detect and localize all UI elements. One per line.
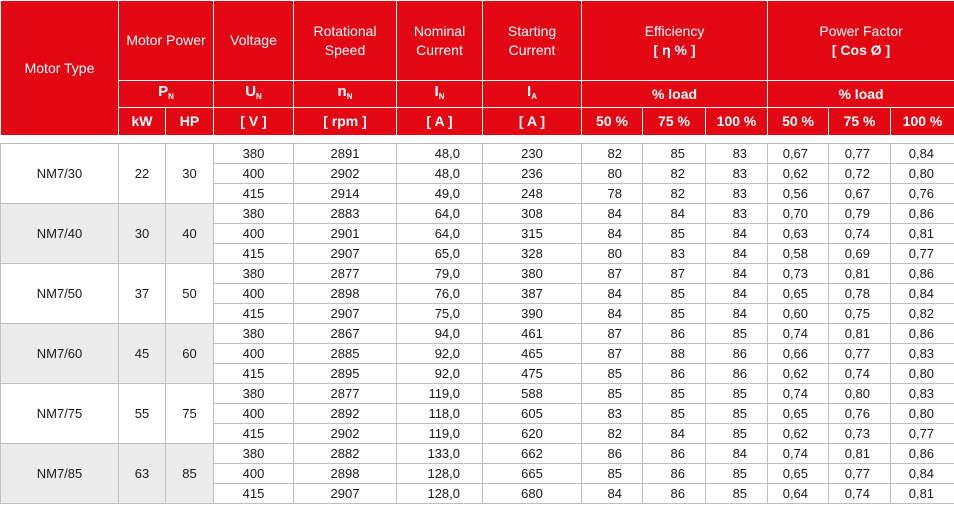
nominal-current-cell: 118,0	[397, 404, 483, 424]
power-factor-load-label: % load	[768, 81, 954, 108]
starting-current-cell: 328	[483, 244, 582, 264]
power-factor-75: 75 %	[829, 108, 891, 136]
voltage-cell: 415	[214, 364, 294, 384]
eff-50-cell: 80	[582, 244, 643, 264]
symbol-nn-sub: N	[346, 92, 353, 101]
symbol-ia	[483, 81, 582, 108]
eff-100-cell: 83	[706, 144, 768, 164]
speed-cell: 2895	[294, 364, 397, 384]
hp-cell: 40	[166, 204, 214, 264]
pf-50-cell: 0,65	[768, 464, 829, 484]
speed-cell: 2882	[294, 444, 397, 464]
kw-cell: 45	[119, 324, 166, 384]
eff-75-cell: 83	[643, 244, 706, 264]
starting-current-cell: 605	[483, 404, 582, 424]
speed-cell: 2901	[294, 224, 397, 244]
nominal-current-cell: 65,0	[397, 244, 483, 264]
pf-75-cell: 0,76	[829, 404, 891, 424]
eff-100-cell: 83	[706, 204, 768, 224]
pf-75-cell: 0,74	[829, 484, 891, 504]
eff-50-cell: 87	[582, 264, 643, 284]
symbol-ia-main: I	[527, 83, 532, 100]
eff-75-cell: 86	[643, 364, 706, 384]
nominal-current-cell: 64,0	[397, 224, 483, 244]
eff-75-cell: 86	[643, 464, 706, 484]
eff-75-cell: 85	[643, 224, 706, 244]
eff-50-cell: 84	[582, 204, 643, 224]
voltage-cell: 400	[214, 224, 294, 244]
header-rotational-speed-line2: Speed	[324, 41, 366, 58]
eff-50-cell: 85	[582, 464, 643, 484]
eff-100-cell: 83	[706, 184, 768, 204]
header-rotational-speed-line1: Rotational	[313, 22, 377, 39]
eff-100-cell: 84	[706, 224, 768, 244]
pf-50-cell: 0,74	[768, 324, 829, 344]
hp-cell: 50	[166, 264, 214, 324]
eff-100-cell: 85	[706, 324, 768, 344]
eff-75-cell: 82	[643, 184, 706, 204]
voltage-cell: 400	[214, 404, 294, 424]
nominal-current-cell: 79,0	[397, 264, 483, 284]
symbol-un-sub: N	[256, 92, 262, 101]
hp-cell: 75	[166, 384, 214, 444]
unit-volt: [ V ]	[214, 108, 294, 136]
eff-75-cell: 85	[643, 144, 706, 164]
unit-hp: HP	[166, 108, 214, 136]
voltage-cell: 400	[214, 164, 294, 184]
nominal-current-cell: 64,0	[397, 204, 483, 224]
symbol-pn	[119, 81, 214, 108]
pf-50-cell: 0,67	[768, 144, 829, 164]
header-power-factor-line2: [ Cos Ø ]	[831, 41, 891, 58]
starting-current-cell: 308	[483, 204, 582, 224]
table-row	[1, 264, 954, 284]
header-motor-power: Motor Power	[119, 1, 214, 81]
pf-50-cell: 0,65	[768, 404, 829, 424]
pf-75-cell: 0,75	[829, 304, 891, 324]
symbol-nn	[294, 81, 397, 108]
eff-100-cell: 83	[706, 164, 768, 184]
eff-75-cell: 85	[643, 404, 706, 424]
starting-current-cell: 620	[483, 424, 582, 444]
nominal-current-cell: 48,0	[397, 164, 483, 184]
eff-50-cell: 82	[582, 144, 643, 164]
pf-50-cell: 0,65	[768, 284, 829, 304]
pf-100-cell: 0,83	[891, 344, 954, 364]
table-row	[1, 384, 954, 404]
eff-100-cell: 84	[706, 284, 768, 304]
pf-75-cell: 0,81	[829, 264, 891, 284]
pf-100-cell: 0,77	[891, 244, 954, 264]
symbol-in	[397, 81, 483, 108]
symbol-in-sub: N	[438, 92, 445, 101]
eff-75-cell: 85	[643, 304, 706, 324]
header-spacer	[1, 136, 954, 144]
power-factor-50: 50 %	[768, 108, 829, 136]
voltage-cell: 380	[214, 264, 294, 284]
table-body	[1, 144, 954, 504]
eff-100-cell: 84	[706, 304, 768, 324]
voltage-cell: 400	[214, 344, 294, 364]
speed-cell: 2907	[294, 244, 397, 264]
eff-75-cell: 84	[643, 424, 706, 444]
table-header	[1, 1, 954, 144]
starting-current-cell: 665	[483, 464, 582, 484]
pf-75-cell: 0,81	[829, 444, 891, 464]
unit-nominal-amp: [ A ]	[397, 108, 483, 136]
starting-current-cell: 680	[483, 484, 582, 504]
hp-cell: 30	[166, 144, 214, 204]
speed-cell: 2885	[294, 344, 397, 364]
nominal-current-cell: 92,0	[397, 364, 483, 384]
pf-75-cell: 0,77	[829, 464, 891, 484]
nominal-current-cell: 76,0	[397, 284, 483, 304]
speed-cell: 2907	[294, 484, 397, 504]
pf-100-cell: 0,82	[891, 304, 954, 324]
table-row	[1, 324, 954, 344]
pf-75-cell: 0,72	[829, 164, 891, 184]
speed-cell: 2907	[294, 304, 397, 324]
voltage-cell: 400	[214, 464, 294, 484]
pf-75-cell: 0,77	[829, 144, 891, 164]
pf-100-cell: 0,81	[891, 224, 954, 244]
motor-type-cell: NM7/85	[1, 444, 119, 504]
eff-50-cell: 78	[582, 184, 643, 204]
eff-100-cell: 86	[706, 344, 768, 364]
pf-75-cell: 0,74	[829, 364, 891, 384]
symbol-ia-sub: A	[531, 92, 537, 101]
speed-cell: 2902	[294, 424, 397, 444]
pf-75-cell: 0,78	[829, 284, 891, 304]
eff-75-cell: 86	[643, 444, 706, 464]
pf-50-cell: 0,64	[768, 484, 829, 504]
motor-type-cell: NM7/75	[1, 384, 119, 444]
eff-75-cell: 86	[643, 484, 706, 504]
pf-50-cell: 0,74	[768, 444, 829, 464]
pf-75-cell: 0,73	[829, 424, 891, 444]
eff-75-cell: 88	[643, 344, 706, 364]
voltage-cell: 415	[214, 424, 294, 444]
motor-type-cell: NM7/40	[1, 204, 119, 264]
symbol-pn-main: P	[158, 83, 169, 100]
header-starting-current-line2: Current	[508, 41, 556, 58]
starting-current-cell: 662	[483, 444, 582, 464]
efficiency-load-label: % load	[582, 81, 768, 108]
pf-75-cell: 0,81	[829, 324, 891, 344]
eff-50-cell: 83	[582, 404, 643, 424]
symbol-un-main: U	[245, 83, 257, 100]
pf-75-cell: 0,74	[829, 224, 891, 244]
starting-current-cell: 236	[483, 164, 582, 184]
starting-current-cell: 387	[483, 284, 582, 304]
pf-50-cell: 0,74	[768, 384, 829, 404]
pf-100-cell: 0,80	[891, 404, 954, 424]
eff-100-cell: 84	[706, 264, 768, 284]
pf-50-cell: 0,58	[768, 244, 829, 264]
speed-cell: 2898	[294, 464, 397, 484]
eff-50-cell: 86	[582, 444, 643, 464]
nominal-current-cell: 94,0	[397, 324, 483, 344]
starting-current-cell: 588	[483, 384, 582, 404]
pf-50-cell: 0,63	[768, 224, 829, 244]
eff-50-cell: 87	[582, 344, 643, 364]
pf-100-cell: 0,86	[891, 444, 954, 464]
nominal-current-cell: 75,0	[397, 304, 483, 324]
header-nominal-current-line1: Nominal	[413, 22, 466, 39]
nominal-current-cell: 49,0	[397, 184, 483, 204]
pf-100-cell: 0,86	[891, 324, 954, 344]
pf-100-cell: 0,83	[891, 384, 954, 404]
motor-type-cell: NM7/30	[1, 144, 119, 204]
motor-type-cell: NM7/60	[1, 324, 119, 384]
eff-100-cell: 85	[706, 384, 768, 404]
symbol-nn-main: n	[337, 83, 347, 100]
eff-50-cell: 87	[582, 324, 643, 344]
symbol-in-main: I	[434, 83, 439, 100]
voltage-cell: 415	[214, 244, 294, 264]
eff-50-cell: 84	[582, 284, 643, 304]
header-starting-current	[483, 1, 582, 81]
nominal-current-cell: 48,0	[397, 144, 483, 164]
hp-cell: 85	[166, 444, 214, 504]
pf-100-cell: 0,86	[891, 204, 954, 224]
nominal-current-cell: 128,0	[397, 464, 483, 484]
eff-75-cell: 84	[643, 204, 706, 224]
nominal-current-cell: 92,0	[397, 344, 483, 364]
eff-75-cell: 87	[643, 264, 706, 284]
speed-cell: 2902	[294, 164, 397, 184]
table-row	[1, 204, 954, 224]
header-power-factor	[768, 1, 954, 81]
pf-75-cell: 0,80	[829, 384, 891, 404]
pf-50-cell: 0,66	[768, 344, 829, 364]
voltage-cell: 415	[214, 304, 294, 324]
pf-100-cell: 0,76	[891, 184, 954, 204]
kw-cell: 22	[119, 144, 166, 204]
efficiency-100: 100 %	[706, 108, 768, 136]
header-nominal-current	[397, 1, 483, 81]
nominal-current-cell: 133,0	[397, 444, 483, 464]
eff-75-cell: 85	[643, 384, 706, 404]
pf-100-cell: 0,80	[891, 164, 954, 184]
pf-50-cell: 0,62	[768, 164, 829, 184]
kw-cell: 30	[119, 204, 166, 264]
starting-current-cell: 248	[483, 184, 582, 204]
efficiency-50: 50 %	[582, 108, 643, 136]
pf-100-cell: 0,80	[891, 364, 954, 384]
nominal-current-cell: 128,0	[397, 484, 483, 504]
voltage-cell: 380	[214, 444, 294, 464]
header-rotational-speed	[294, 1, 397, 81]
kw-cell: 37	[119, 264, 166, 324]
eff-50-cell: 84	[582, 224, 643, 244]
pf-100-cell: 0,84	[891, 464, 954, 484]
efficiency-75: 75 %	[643, 108, 706, 136]
symbol-pn-sub: N	[168, 92, 174, 101]
hp-cell: 60	[166, 324, 214, 384]
eff-100-cell: 85	[706, 404, 768, 424]
unit-starting-amp: [ A ]	[483, 108, 582, 136]
eff-100-cell: 85	[706, 484, 768, 504]
eff-50-cell: 85	[582, 364, 643, 384]
pf-50-cell: 0,73	[768, 264, 829, 284]
header-power-factor-line1: Power Factor	[819, 22, 903, 39]
pf-100-cell: 0,81	[891, 484, 954, 504]
header-efficiency	[582, 1, 768, 81]
pf-100-cell: 0,77	[891, 424, 954, 444]
pf-50-cell: 0,56	[768, 184, 829, 204]
eff-100-cell: 84	[706, 244, 768, 264]
eff-50-cell: 85	[582, 384, 643, 404]
starting-current-cell: 465	[483, 344, 582, 364]
speed-cell: 2914	[294, 184, 397, 204]
pf-50-cell: 0,60	[768, 304, 829, 324]
pf-75-cell: 0,67	[829, 184, 891, 204]
eff-50-cell: 82	[582, 424, 643, 444]
voltage-cell: 380	[214, 384, 294, 404]
pf-50-cell: 0,62	[768, 424, 829, 444]
table-row	[1, 144, 954, 164]
header-starting-current-line1: Starting	[507, 22, 557, 39]
starting-current-cell: 475	[483, 364, 582, 384]
voltage-cell: 400	[214, 284, 294, 304]
speed-cell: 2883	[294, 204, 397, 224]
header-motor-type: Motor Type	[1, 1, 119, 136]
starting-current-cell: 380	[483, 264, 582, 284]
header-voltage: Voltage	[214, 1, 294, 81]
pf-75-cell: 0,77	[829, 344, 891, 364]
eff-100-cell: 86	[706, 364, 768, 384]
voltage-cell: 380	[214, 204, 294, 224]
header-efficiency-line2: [ η % ]	[653, 41, 696, 58]
unit-rpm: [ rpm ]	[294, 108, 397, 136]
voltage-cell: 380	[214, 144, 294, 164]
speed-cell: 2892	[294, 404, 397, 424]
pf-75-cell: 0,79	[829, 204, 891, 224]
starting-current-cell: 390	[483, 304, 582, 324]
eff-50-cell: 84	[582, 304, 643, 324]
speed-cell: 2877	[294, 264, 397, 284]
eff-100-cell: 85	[706, 464, 768, 484]
unit-kw: kW	[119, 108, 166, 136]
starting-current-cell: 461	[483, 324, 582, 344]
pf-100-cell: 0,84	[891, 144, 954, 164]
motor-type-cell: NM7/50	[1, 264, 119, 324]
kw-cell: 63	[119, 444, 166, 504]
header-efficiency-line1: Efficiency	[644, 22, 705, 39]
starting-current-cell: 315	[483, 224, 582, 244]
eff-50-cell: 84	[582, 484, 643, 504]
speed-cell: 2898	[294, 284, 397, 304]
eff-50-cell: 80	[582, 164, 643, 184]
eff-75-cell: 82	[643, 164, 706, 184]
eff-100-cell: 85	[706, 424, 768, 444]
speed-cell: 2891	[294, 144, 397, 164]
table-row	[1, 444, 954, 464]
kw-cell: 55	[119, 384, 166, 444]
symbol-un	[214, 81, 294, 108]
pf-50-cell: 0,70	[768, 204, 829, 224]
pf-75-cell: 0,69	[829, 244, 891, 264]
starting-current-cell: 230	[483, 144, 582, 164]
pf-100-cell: 0,86	[891, 264, 954, 284]
eff-75-cell: 85	[643, 284, 706, 304]
speed-cell: 2867	[294, 324, 397, 344]
nominal-current-cell: 119,0	[397, 384, 483, 404]
eff-100-cell: 84	[706, 444, 768, 464]
speed-cell: 2877	[294, 384, 397, 404]
voltage-cell: 415	[214, 184, 294, 204]
eff-75-cell: 86	[643, 324, 706, 344]
power-factor-100: 100 %	[891, 108, 954, 136]
pf-50-cell: 0,62	[768, 364, 829, 384]
pf-100-cell: 0,84	[891, 284, 954, 304]
voltage-cell: 415	[214, 484, 294, 504]
voltage-cell: 380	[214, 324, 294, 344]
nominal-current-cell: 119,0	[397, 424, 483, 444]
header-nominal-current-line2: Current	[416, 41, 463, 58]
